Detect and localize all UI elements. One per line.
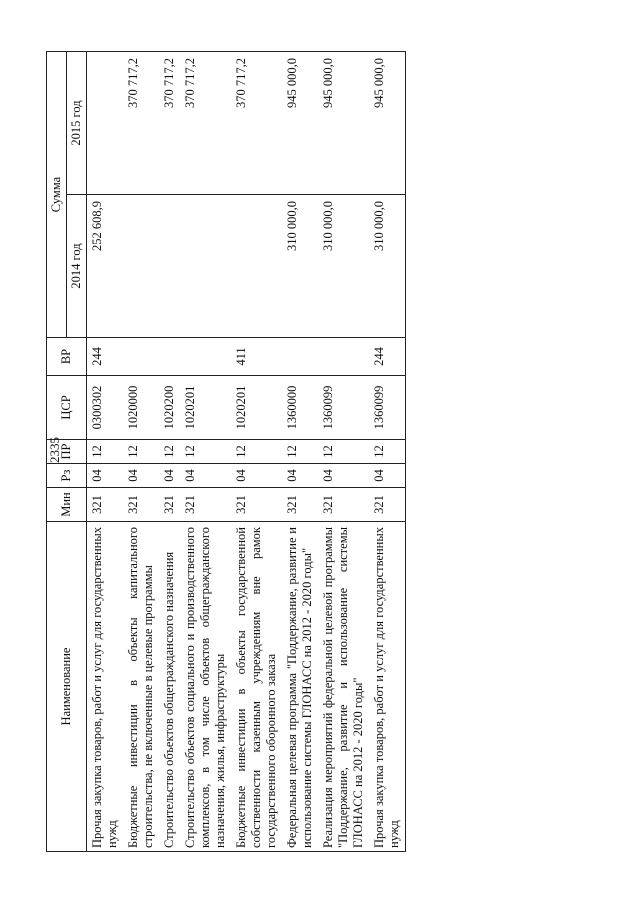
table-row [180, 52, 231, 852]
row-2015: 945 000,0 [318, 52, 369, 195]
row-2014: 310 000,0 [282, 195, 318, 338]
row-csr: 0300302 [87, 376, 124, 440]
row-rz: 04 [318, 464, 369, 488]
row-min: 321 [369, 488, 406, 522]
table-row [231, 52, 282, 852]
row-rz: 04 [369, 464, 406, 488]
row-csr: 1360000 [282, 376, 318, 440]
row-min: 321 [159, 488, 180, 522]
table-row [123, 52, 159, 852]
budget-table [46, 51, 406, 852]
row-2015: 945 000,0 [282, 52, 318, 195]
row-2015: 370 717,2 [231, 52, 282, 195]
row-rz: 04 [87, 464, 124, 488]
row-2014 [123, 195, 159, 338]
header-2015: 2015 год [67, 52, 87, 195]
header-name: Наименование [47, 522, 87, 852]
row-pr: 12 [282, 440, 318, 464]
row-name: Прочая закупка товаров, работ и услуг для государственных нужд [87, 522, 124, 852]
row-vr: 244 [87, 338, 124, 376]
row-rz: 04 [159, 464, 180, 488]
row-min: 321 [87, 488, 124, 522]
row-csr: 1020000 [123, 376, 159, 440]
row-rz: 04 [180, 464, 231, 488]
row-2015: 370 717,2 [180, 52, 231, 195]
row-name: Прочая закупка товаров, работ и услуг для государственных нужд [369, 522, 406, 852]
row-csr: 1020201 [180, 376, 231, 440]
row-2015: 370 717,2 [123, 52, 159, 195]
row-vr: 244 [369, 338, 406, 376]
row-2014 [231, 195, 282, 338]
row-min: 321 [180, 488, 231, 522]
row-min: 321 [123, 488, 159, 522]
rotated-table-container [46, 52, 594, 852]
row-2014: 252 608,9 [87, 195, 124, 338]
row-csr: 1020200 [159, 376, 180, 440]
row-2014 [180, 195, 231, 338]
header-row [47, 52, 67, 852]
header-min: Мин [47, 488, 87, 522]
row-name: Реализация мероприятий федеральной целевой программы "Поддержание, развитие и использование системы ГЛОНАСС на 2012 - 2020 годы" [318, 522, 369, 852]
row-rz: 04 [123, 464, 159, 488]
row-pr: 12 [369, 440, 406, 464]
row-pr: 12 [87, 440, 124, 464]
row-rz: 04 [282, 464, 318, 488]
table-row [87, 52, 124, 852]
table-row [369, 52, 406, 852]
header-csr: ЦСР [47, 376, 87, 440]
page-number: 2335 [47, 437, 62, 463]
row-pr: 12 [318, 440, 369, 464]
row-vr [180, 338, 231, 376]
table-row [282, 52, 318, 852]
row-min: 321 [318, 488, 369, 522]
row-vr [159, 338, 180, 376]
row-pr: 12 [159, 440, 180, 464]
row-pr: 12 [180, 440, 231, 464]
header-vr: ВР [47, 338, 87, 376]
row-vr [318, 338, 369, 376]
row-name: Федеральная целевая программа "Поддержание, развитие и использование системы ГЛОНАСС на 2012 - 2020 годы" [282, 522, 318, 852]
row-2014: 310 000,0 [318, 195, 369, 338]
table-row [318, 52, 369, 852]
row-min: 321 [282, 488, 318, 522]
row-vr [282, 338, 318, 376]
row-csr: 1020201 [231, 376, 282, 440]
row-2014: 310 000,0 [369, 195, 406, 338]
row-pr: 12 [231, 440, 282, 464]
header-pr: ПР [47, 440, 87, 464]
row-vr [123, 338, 159, 376]
header-sum: Сумма [47, 52, 67, 338]
row-name: Строительство объектов социального и производственного комплексов, в том числе объектов общегражданского назначения, жилья, инфраструктуры [180, 522, 231, 852]
row-vr: 411 [231, 338, 282, 376]
row-csr: 1360099 [369, 376, 406, 440]
row-csr: 1360099 [318, 376, 369, 440]
row-2015: 370 717,2 [159, 52, 180, 195]
row-2015 [87, 52, 124, 195]
header-2014: 2014 год [67, 195, 87, 338]
row-name: Бюджетные инвестиции в объекты государственной собственности казенным учреждениям вне рамок государственного оборонного заказа [231, 522, 282, 852]
row-name: Строительство объектов общегражданского назначения [159, 522, 180, 852]
row-2014 [159, 195, 180, 338]
table-row [159, 52, 180, 852]
row-rz: 04 [231, 464, 282, 488]
row-min: 321 [231, 488, 282, 522]
row-2015: 945 000,0 [369, 52, 406, 195]
header-rz: Рз [47, 464, 87, 488]
row-pr: 12 [123, 440, 159, 464]
row-name: Бюджетные инвестиции в объекты капитального строительства, не включенные в целевые программы [123, 522, 159, 852]
